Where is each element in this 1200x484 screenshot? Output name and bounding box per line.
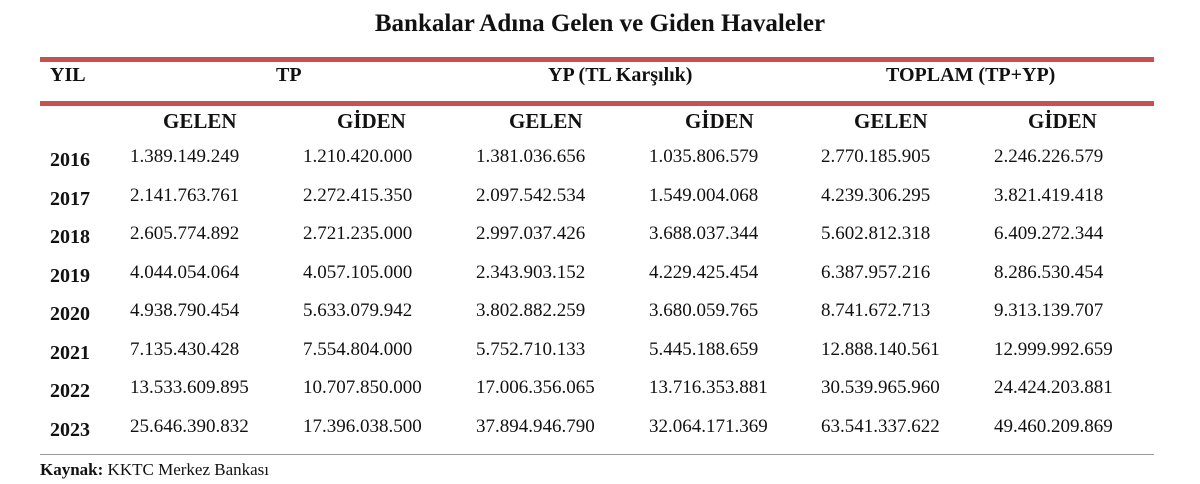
- row-year: 2020: [50, 303, 90, 325]
- table-cell: 17.396.038.500: [303, 415, 422, 437]
- table-cell: 12.999.992.659: [994, 338, 1113, 360]
- table-cell: 8.286.530.454: [994, 261, 1104, 283]
- table-cell: 32.064.171.369: [649, 415, 768, 437]
- table-cell: 5.633.079.942: [303, 300, 413, 321]
- table-cell: 25.646.390.832: [130, 415, 249, 437]
- table-cell: 13.533.609.895: [130, 377, 249, 398]
- table-cell: 4.239.306.295: [821, 184, 931, 206]
- table-cell: 1.035.806.579: [649, 146, 759, 167]
- table-cell: 24.424.203.881: [994, 377, 1113, 398]
- table-cell: 7.554.804.000: [303, 338, 413, 360]
- table-cell: 5.752.710.133: [476, 338, 586, 360]
- table-cell: 3.802.882.259: [476, 300, 586, 321]
- table-cell: 3.688.037.344: [649, 223, 759, 244]
- table-cell: 2.997.037.426: [476, 223, 586, 244]
- table-cell: 8.741.672.713: [821, 300, 931, 321]
- row-year: 2019: [50, 264, 90, 287]
- table-cell: 2.246.226.579: [994, 146, 1104, 167]
- year-column-header: YIL: [50, 64, 86, 86]
- table-cell: 9.313.139.707: [994, 300, 1104, 321]
- table-cell: 6.409.272.344: [994, 223, 1104, 244]
- table-cell: 30.539.965.960: [821, 377, 940, 398]
- sub-header-tp-gelen: GELEN: [163, 109, 237, 133]
- table-cell: 2.272.415.350: [303, 184, 413, 206]
- table-cell: 4.229.425.454: [649, 261, 759, 283]
- sub-header-toplam-giden: GİDEN: [1028, 109, 1097, 133]
- table-cell: 1.210.420.000: [303, 146, 413, 167]
- row-year: 2018: [50, 226, 90, 248]
- table-bottom-rule: [40, 454, 1154, 455]
- group-header-toplam: TOPLAM (TP+YP): [886, 64, 1056, 86]
- sub-header-toplam-gelen: GELEN: [854, 109, 928, 133]
- table-cell: 10.707.850.000: [303, 377, 422, 398]
- table-cell: 2.141.763.761: [130, 184, 240, 206]
- table-cell: 1.389.149.249: [130, 146, 240, 167]
- table-cell: 17.006.356.065: [476, 377, 595, 398]
- table-cell: 4.057.105.000: [303, 261, 413, 283]
- table-cell: 1.381.036.656: [476, 146, 586, 167]
- table-cell: 6.387.957.216: [821, 261, 931, 283]
- table-cell: 13.716.353.881: [649, 377, 768, 398]
- table-cell: 4.938.790.454: [130, 300, 240, 321]
- table-cell: 1.549.004.068: [649, 184, 759, 206]
- table-cell: 12.888.140.561: [821, 338, 940, 360]
- table-cell: 63.541.337.622: [821, 415, 940, 437]
- row-year: 2023: [50, 418, 90, 441]
- table-cell: 49.460.209.869: [994, 415, 1113, 437]
- table-cell: 5.445.188.659: [649, 338, 759, 360]
- group-header-yp: YP (TL Karşılık): [548, 64, 693, 86]
- row-year: 2017: [50, 187, 90, 210]
- row-year: 2022: [50, 380, 90, 402]
- table-cell: 2.605.774.892: [130, 223, 240, 244]
- table-cell: 37.894.946.790: [476, 415, 595, 437]
- table-cell: 3.821.419.418: [994, 184, 1104, 206]
- table-cell: 2.770.185.905: [821, 146, 931, 167]
- table-cell: 5.602.812.318: [821, 223, 931, 244]
- table-cell: 4.044.054.064: [130, 261, 240, 283]
- group-header-tp: TP: [276, 64, 302, 86]
- source-note: [40, 460, 269, 480]
- row-year: 2016: [50, 149, 90, 171]
- sub-header-yp-giden: GİDEN: [685, 109, 754, 133]
- sub-header-yp-gelen: GELEN: [509, 109, 583, 133]
- table-cell: 2.097.542.534: [476, 184, 586, 206]
- sub-header-tp-giden: GİDEN: [337, 109, 406, 133]
- table-cell: 2.343.903.152: [476, 261, 586, 283]
- table-cell: 2.721.235.000: [303, 223, 413, 244]
- header-bottom-rule: [40, 101, 1154, 106]
- row-year: 2021: [50, 341, 90, 364]
- header-top-rule: [40, 57, 1154, 62]
- page-title: Bankalar Adına Gelen ve Giden Havaleler: [374, 10, 826, 37]
- source-text: KKTC Merkez Bankası: [107, 460, 270, 479]
- source-label: Kaynak:: [40, 460, 104, 479]
- table-cell: 7.135.430.428: [130, 338, 240, 360]
- table-cell: 3.680.059.765: [649, 300, 759, 321]
